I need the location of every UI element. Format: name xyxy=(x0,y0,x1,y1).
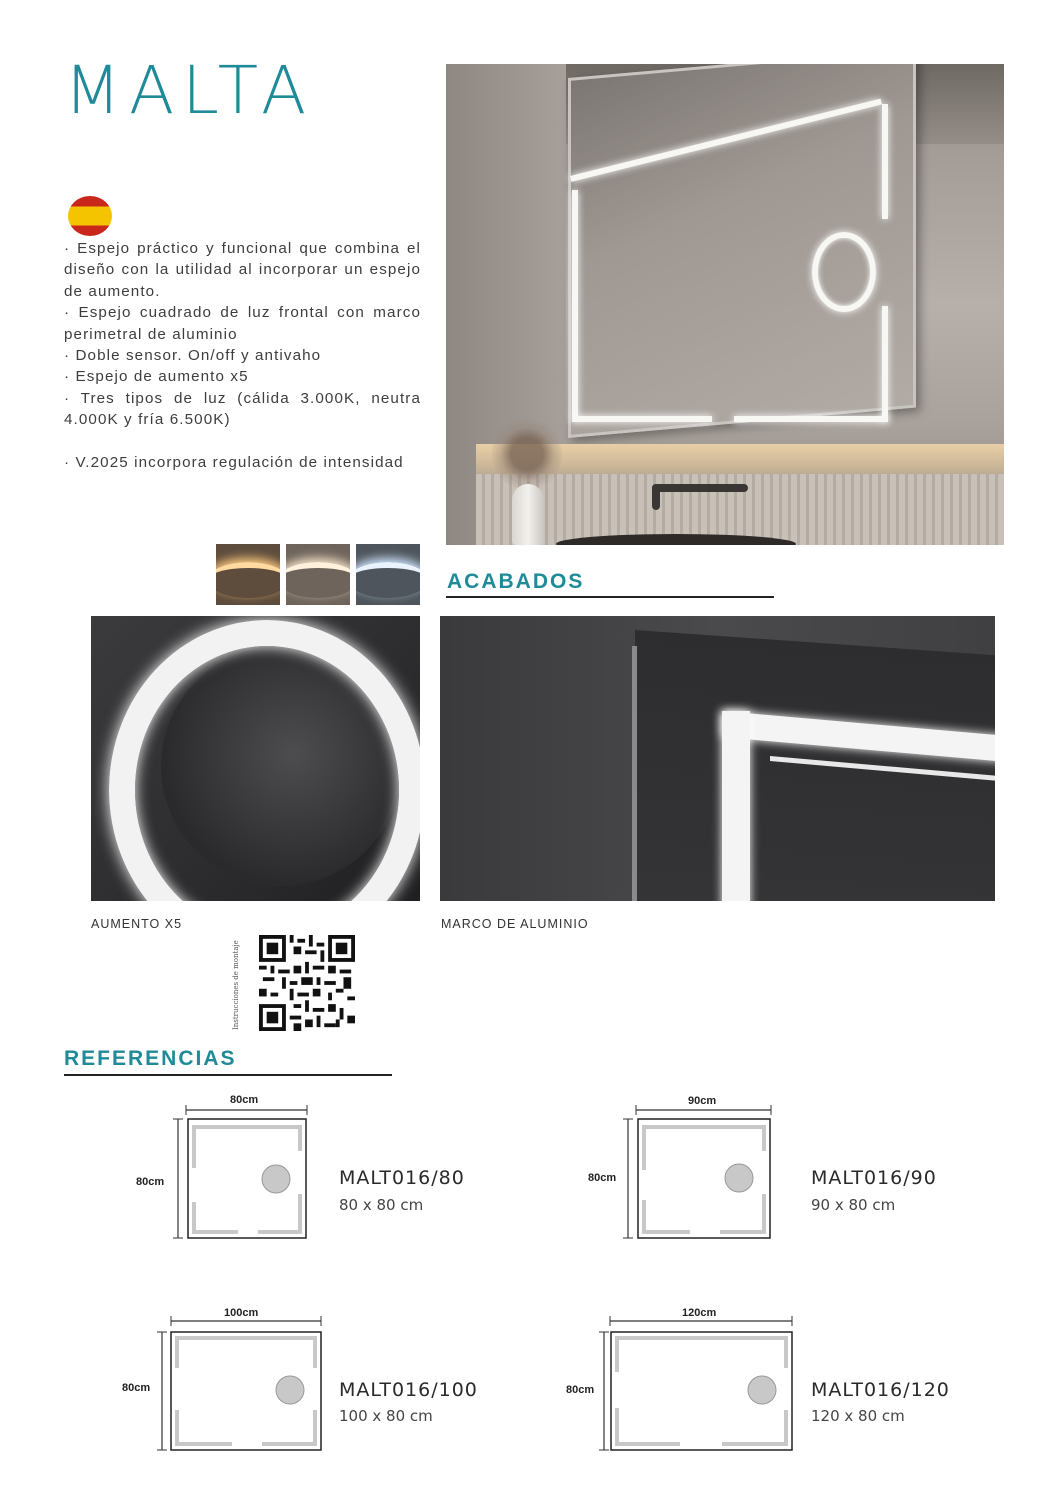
width-dimension: 80cm xyxy=(230,1094,259,1106)
reference-code: MALT016/90 xyxy=(811,1167,937,1189)
mirror-outline-diagram xyxy=(120,1302,330,1462)
description-line: · Espejo de aumento x5 xyxy=(64,368,249,386)
product-description xyxy=(64,238,421,473)
description-line: · Doble sensor. On/off y antivaho xyxy=(64,347,322,365)
frame-detail-photo xyxy=(440,616,995,901)
reference-code: MALT016/100 xyxy=(339,1379,478,1401)
reference-size: 120 x 80 cm xyxy=(811,1407,905,1425)
description-line: · Espejo cuadrado de luz frontal con marco perimetral de aluminio xyxy=(64,304,421,343)
section-heading-referencias: REFERENCIAS xyxy=(64,1047,237,1070)
reference-code: MALT016/120 xyxy=(811,1379,950,1401)
width-dimension: 120cm xyxy=(682,1307,717,1319)
description-line: · Espejo práctico y funcional que combina el diseño con la utilidad al incorporar un espejo de aumento. xyxy=(64,240,421,300)
width-dimension: 100cm xyxy=(224,1307,259,1319)
cold-light-swatch xyxy=(356,544,420,605)
reference-code: MALT016/80 xyxy=(339,1167,465,1189)
reference-diagram-100 xyxy=(120,1302,330,1462)
mirror-outline-diagram xyxy=(582,1090,782,1250)
spain-flag-icon xyxy=(68,196,112,236)
reference-diagram-120 xyxy=(560,1302,800,1462)
page-title: MALTA xyxy=(64,52,315,129)
warm-light-swatch xyxy=(216,544,280,605)
height-dimension: 80cm xyxy=(122,1382,151,1394)
reference-size: 100 x 80 cm xyxy=(339,1407,433,1425)
magnifier-detail-photo xyxy=(91,616,420,901)
description-line: · Tres tipos de luz (cálida 3.000K, neutra 4.000K y fría 6.500K) xyxy=(64,389,421,429)
qr-caption: Instrucciones de montaje xyxy=(232,940,240,1030)
width-dimension: 90cm xyxy=(688,1095,717,1107)
reference-diagram-80 xyxy=(130,1090,330,1250)
qr-code-icon[interactable] xyxy=(258,935,356,1031)
height-dimension: 80cm xyxy=(136,1176,165,1188)
section-heading-acabados: ACABADOS xyxy=(447,570,585,593)
section-underline xyxy=(446,596,774,598)
reference-size: 90 x 80 cm xyxy=(811,1196,896,1214)
description-line: · V.2025 incorpora regulación de intensidad xyxy=(64,453,404,471)
height-dimension: 80cm xyxy=(588,1172,617,1184)
height-dimension: 80cm xyxy=(566,1384,595,1396)
reference-diagram-90 xyxy=(582,1090,782,1250)
mirror-outline-diagram xyxy=(130,1090,330,1250)
neutral-light-swatch xyxy=(286,544,350,605)
caption-aumento: AUMENTO X5 xyxy=(91,917,183,931)
reference-size: 80 x 80 cm xyxy=(339,1196,424,1214)
section-underline xyxy=(64,1074,392,1076)
hero-product-photo xyxy=(446,64,1004,545)
caption-marco: MARCO DE ALUMINIO xyxy=(441,917,589,931)
mirror-outline-diagram xyxy=(560,1302,800,1462)
